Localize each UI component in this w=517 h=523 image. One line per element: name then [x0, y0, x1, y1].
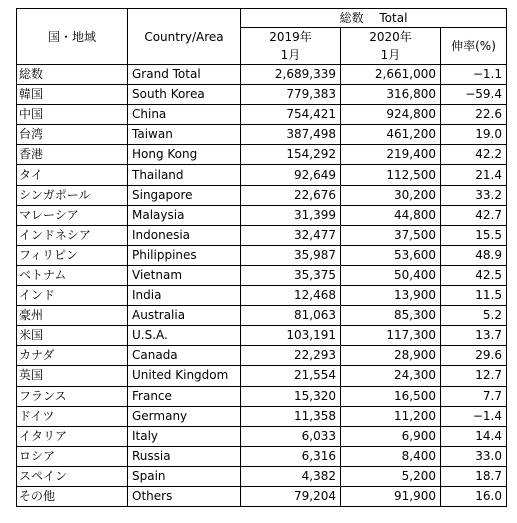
growth-rate: 42.7	[441, 205, 507, 225]
growth-rate: 7.7	[441, 386, 507, 406]
value-2019-jan: 754,421	[241, 105, 341, 125]
country-name-jp: 総数	[17, 65, 128, 85]
table-row	[17, 366, 507, 386]
value-2020-jan: 24,300	[341, 366, 441, 386]
value-2020-jan: 461,200	[341, 125, 441, 145]
value-2019-jan: 4,382	[241, 466, 341, 486]
growth-rate: 14.4	[441, 426, 507, 446]
country-name-en: Singapore	[128, 185, 241, 205]
value-2019-jan: 103,191	[241, 326, 341, 346]
growth-rate: 19.0	[441, 125, 507, 145]
header-2019-year: 2019年	[241, 28, 341, 47]
value-2020-jan: 30,200	[341, 185, 441, 205]
value-2019-jan: 81,063	[241, 306, 341, 326]
value-2019-jan: 6,316	[241, 446, 341, 466]
country-name-en: Vietnam	[128, 265, 241, 285]
value-2019-jan: 32,477	[241, 225, 341, 245]
country-name-en: Spain	[128, 466, 241, 486]
table-row	[17, 446, 507, 466]
country-name-jp: スペイン	[17, 466, 128, 486]
country-name-en: United Kingdom	[128, 366, 241, 386]
table-row	[17, 306, 507, 326]
value-2019-jan: 92,649	[241, 165, 341, 185]
value-2020-jan: 2,661,000	[341, 65, 441, 85]
header-2019-month: 1月	[241, 46, 341, 65]
country-name-jp: ドイツ	[17, 406, 128, 426]
country-name-en: Malaysia	[128, 205, 241, 225]
growth-rate: 42.5	[441, 265, 507, 285]
value-2019-jan: 35,987	[241, 245, 341, 265]
country-name-en: India	[128, 286, 241, 306]
country-name-en: Philippines	[128, 245, 241, 265]
country-name-en: China	[128, 105, 241, 125]
table-row	[17, 486, 507, 506]
value-2020-jan: 5,200	[341, 466, 441, 486]
value-2019-jan: 15,320	[241, 386, 341, 406]
growth-rate: 22.6	[441, 105, 507, 125]
value-2020-jan: 50,400	[341, 265, 441, 285]
country-name-jp: ロシア	[17, 446, 128, 466]
growth-rate: 29.6	[441, 346, 507, 366]
value-2019-jan: 779,383	[241, 85, 341, 105]
value-2020-jan: 117,300	[341, 326, 441, 346]
value-2020-jan: 85,300	[341, 306, 441, 326]
country-name-jp: 香港	[17, 145, 128, 165]
growth-rate: 11.5	[441, 286, 507, 306]
value-2020-jan: 16,500	[341, 386, 441, 406]
header-country-jp: 国・地域	[17, 9, 128, 65]
value-2020-jan: 112,500	[341, 165, 441, 185]
table-row	[17, 426, 507, 446]
table-row	[17, 125, 507, 145]
table-row	[17, 185, 507, 205]
value-2019-jan: 79,204	[241, 486, 341, 506]
growth-rate: 12.7	[441, 366, 507, 386]
value-2019-jan: 31,399	[241, 205, 341, 225]
value-2020-jan: 91,900	[341, 486, 441, 506]
growth-rate: 33.0	[441, 446, 507, 466]
value-2020-jan: 37,500	[341, 225, 441, 245]
growth-rate: 48.9	[441, 245, 507, 265]
country-name-jp: タイ	[17, 165, 128, 185]
value-2019-jan: 22,293	[241, 346, 341, 366]
table-row	[17, 165, 507, 185]
country-name-en: Taiwan	[128, 125, 241, 145]
table-row	[17, 225, 507, 245]
country-name-en: U.S.A.	[128, 326, 241, 346]
country-name-jp: 中国	[17, 105, 128, 125]
country-name-en: Indonesia	[128, 225, 241, 245]
country-name-en: Canada	[128, 346, 241, 366]
header-2020-year: 2020年	[341, 28, 441, 47]
value-2019-jan: 21,554	[241, 366, 341, 386]
country-name-jp: ベトナム	[17, 265, 128, 285]
value-2020-jan: 219,400	[341, 145, 441, 165]
country-name-jp: シンガポール	[17, 185, 128, 205]
country-name-en: France	[128, 386, 241, 406]
table-row	[17, 85, 507, 105]
value-2019-jan: 12,468	[241, 286, 341, 306]
country-name-jp: 台湾	[17, 125, 128, 145]
country-name-en: Hong Kong	[128, 145, 241, 165]
table-row	[17, 326, 507, 346]
growth-rate: 18.7	[441, 466, 507, 486]
table-body	[17, 65, 507, 507]
value-2019-jan: 154,292	[241, 145, 341, 165]
table-row	[17, 286, 507, 306]
value-2020-jan: 8,400	[341, 446, 441, 466]
table-wrapper	[16, 8, 507, 507]
growth-rate: −1.4	[441, 406, 507, 426]
value-2020-jan: 44,800	[341, 205, 441, 225]
value-2019-jan: 35,375	[241, 265, 341, 285]
country-name-jp: 豪州	[17, 306, 128, 326]
growth-rate: 21.4	[441, 165, 507, 185]
table-row	[17, 265, 507, 285]
country-name-jp: フィリピン	[17, 245, 128, 265]
country-name-jp: 英国	[17, 366, 128, 386]
country-name-jp: インド	[17, 286, 128, 306]
value-2019-jan: 22,676	[241, 185, 341, 205]
growth-rate: 5.2	[441, 306, 507, 326]
header-growth: 伸率(%)	[441, 28, 507, 65]
value-2020-jan: 53,600	[341, 245, 441, 265]
country-name-en: Others	[128, 486, 241, 506]
country-name-jp: フランス	[17, 386, 128, 406]
table-row	[17, 346, 507, 366]
value-2019-jan: 2,689,339	[241, 65, 341, 85]
value-2020-jan: 924,800	[341, 105, 441, 125]
country-name-jp: その他	[17, 486, 128, 506]
growth-rate: −1.1	[441, 65, 507, 85]
value-2020-jan: 28,900	[341, 346, 441, 366]
value-2019-jan: 6,033	[241, 426, 341, 446]
country-name-en: Germany	[128, 406, 241, 426]
growth-rate: 15.5	[441, 225, 507, 245]
value-2020-jan: 11,200	[341, 406, 441, 426]
country-name-en: Australia	[128, 306, 241, 326]
growth-rate: 42.2	[441, 145, 507, 165]
growth-rate: −59.4	[441, 85, 507, 105]
table-row	[17, 65, 507, 85]
value-2020-jan: 13,900	[341, 286, 441, 306]
country-name-en: Thailand	[128, 165, 241, 185]
table-row	[17, 466, 507, 486]
country-name-en: South Korea	[128, 85, 241, 105]
growth-rate: 33.2	[441, 185, 507, 205]
header-country-en: Country/Area	[128, 9, 241, 65]
country-name-jp: 米国	[17, 326, 128, 346]
growth-rate: 13.7	[441, 326, 507, 346]
table-row	[17, 205, 507, 225]
header-total-group: 総数 Total	[241, 9, 507, 28]
table-row	[17, 105, 507, 125]
country-name-jp: 韓国	[17, 85, 128, 105]
country-name-en: Grand Total	[128, 65, 241, 85]
country-name-jp: マレーシア	[17, 205, 128, 225]
value-2020-jan: 6,900	[341, 426, 441, 446]
value-2019-jan: 387,498	[241, 125, 341, 145]
country-name-jp: イタリア	[17, 426, 128, 446]
header-2020-month: 1月	[341, 46, 441, 65]
value-2019-jan: 11,358	[241, 406, 341, 426]
table-row	[17, 245, 507, 265]
country-name-jp: カナダ	[17, 346, 128, 366]
table-row	[17, 406, 507, 426]
visitor-statistics-table	[16, 8, 507, 507]
value-2020-jan: 316,800	[341, 85, 441, 105]
table-row	[17, 145, 507, 165]
country-name-en: Italy	[128, 426, 241, 446]
table-row	[17, 386, 507, 406]
growth-rate: 16.0	[441, 486, 507, 506]
country-name-jp: インドネシア	[17, 225, 128, 245]
country-name-en: Russia	[128, 446, 241, 466]
